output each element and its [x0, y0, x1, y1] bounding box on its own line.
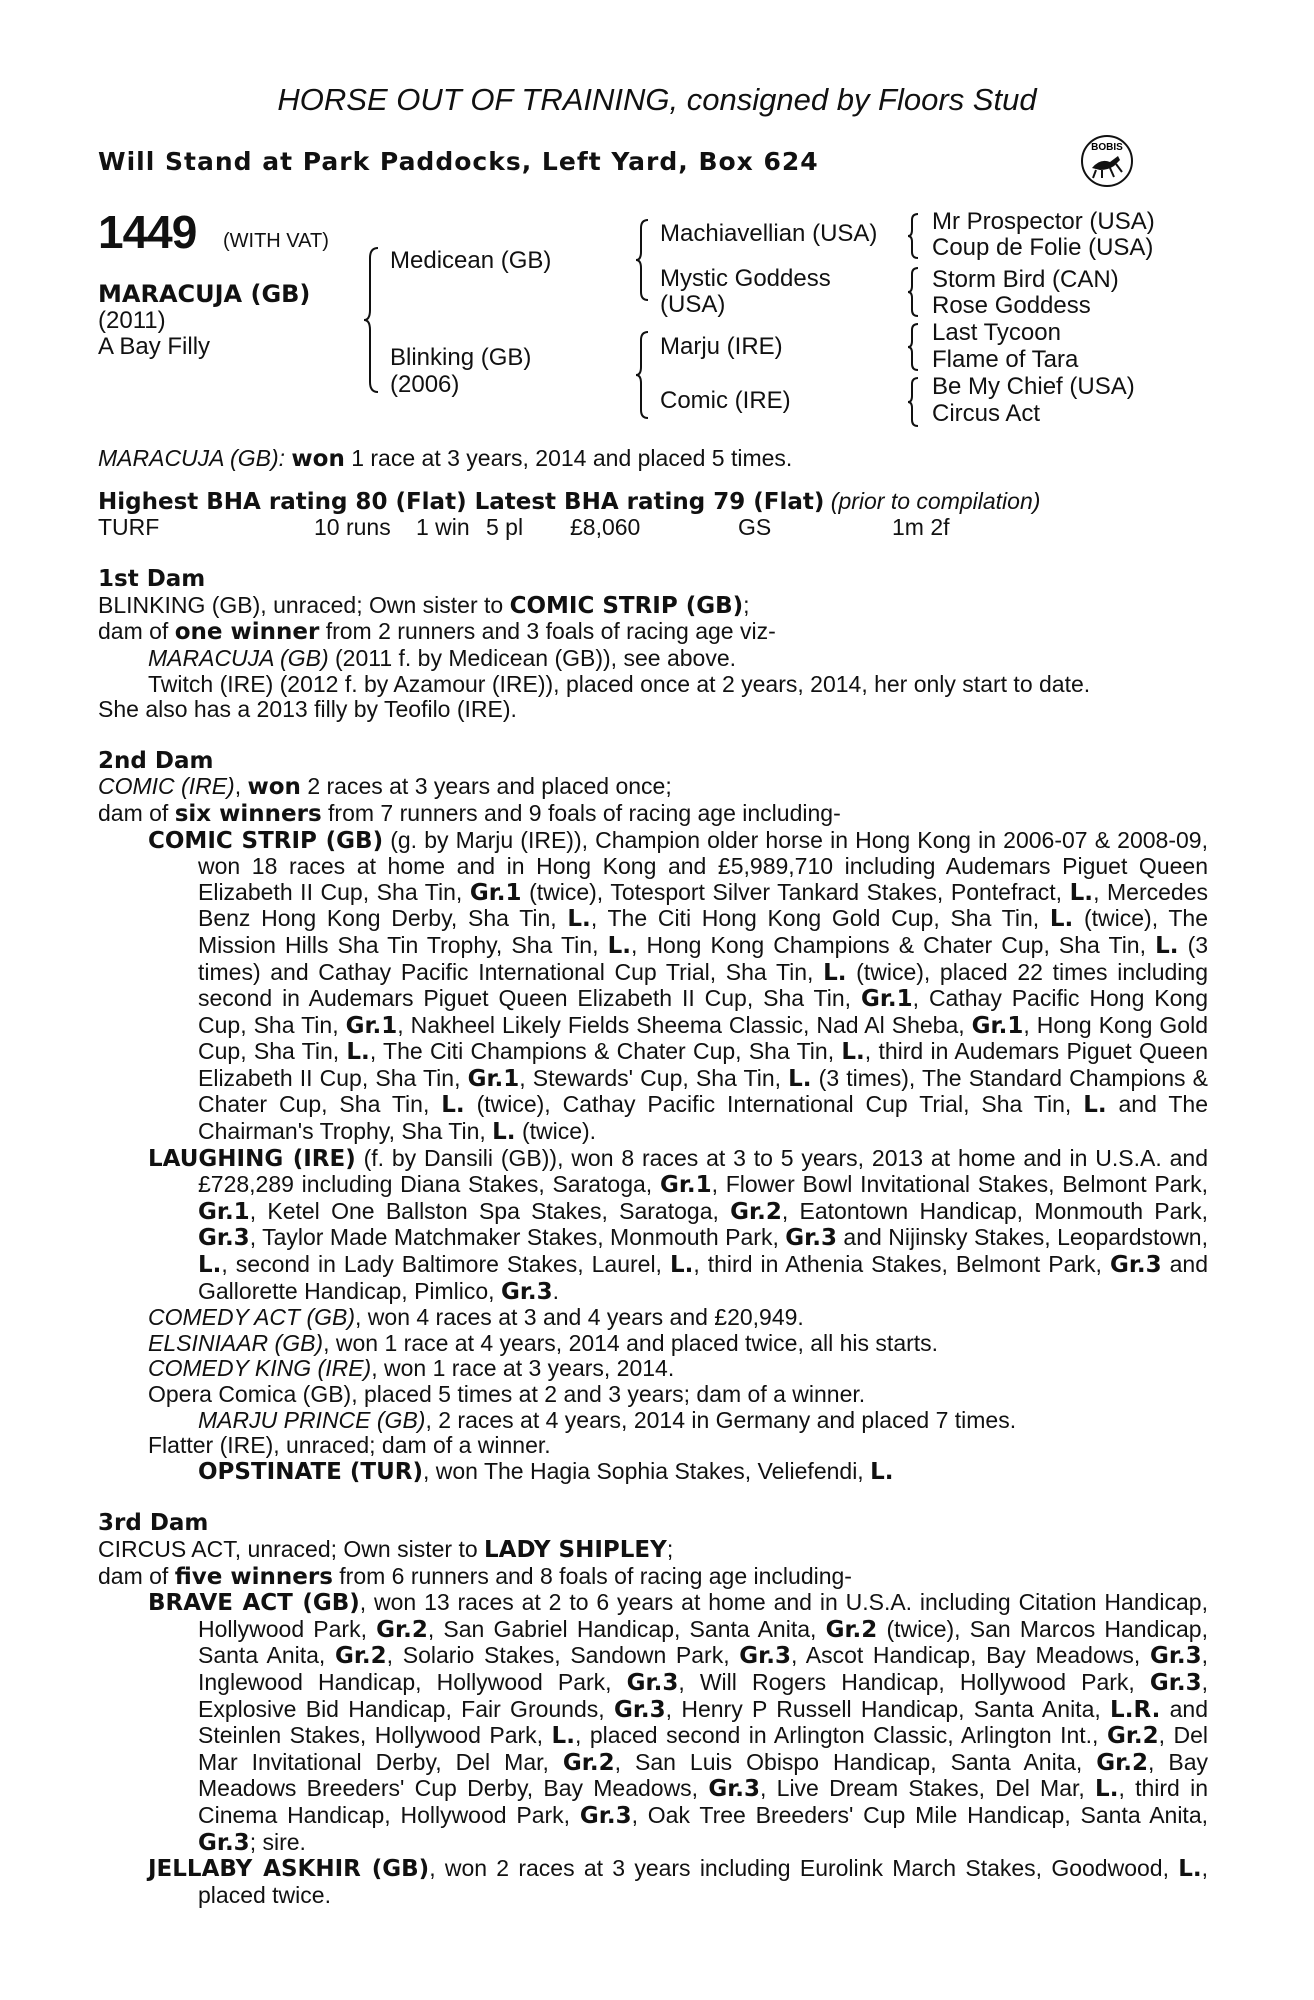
- progeny-elsiniaar: ELSINIAAR (GB), won 1 race at 4 years, 2014 and placed twice, all his starts.: [148, 1329, 939, 1356]
- third-dam-heading: 3rd Dam: [98, 1510, 209, 1537]
- third-dam-line: CIRCUS ACT, unraced; Own sister to LADY SHIPLEY;: [98, 1535, 674, 1563]
- horse-description: A Bay Filly: [98, 333, 211, 360]
- pedigree-bracket: [364, 246, 384, 394]
- vat-note: (WITH VAT): [223, 230, 329, 252]
- progeny-comedy-king: COMEDY KING (IRE), won 1 race at 3 years, 2014.: [148, 1355, 675, 1382]
- first-dam-heading: 1st Dam: [98, 566, 206, 593]
- second-dam-line: dam of six winners from 7 runners and 9 foals of racing age including-: [98, 799, 841, 827]
- progeny-comic-strip: COMIC STRIP (GB) (g. by Marju (IRE)), Champion older horse in Hong Kong in 2006-07 & 2008-09, won 18 races at home and in Hong Kong and £5,989,710 including Audemars Piguet Queen Elizabeth II Cup, Sha Tin, Gr.1 (twice), Totesport Silver Tankard Stakes, Pontefract, L., Mercedes Benz Hong Kong Derby, Sha Tin, L., The Citi Hong Kong Gold Cup, Sha Tin, L. (twice), The Mission Hills Sha Tin Trophy, Sha Tin, L., Hong Kong Champions & Chater Cup, Sha Tin, L. (3 times) and Cathay Pacific International Cup Trial, Sha Tin, L. (twice), placed 22 times including second in Audemars Piguet Queen Elizabeth II Cup, Sha Tin, Gr.1, Cathay Pacific Hong Kong Cup, Sha Tin, Gr.1, Nakheel Likely Fields Sheema Classic, Nad Al Sheba, Gr.1, Hong Kong Gold Cup, Sha Tin, L., The Citi Champions & Chater Cup, Sha Tin, L., third in Audemars Piguet Queen Elizabeth II Cup, Sha Tin, Gr.1, Stewards' Cup, Sha Tin, L. (3 times), The Standard Champions & Chater Cup, Sha Tin, L. (twice), Cathay Pacific International Cup Trial, Sha Tin, L. and The Chairman's Trophy, Sha Tin, L. (twice).: [148, 826, 1209, 1146]
- pedigree-g6: Flame of Tara: [932, 346, 1079, 373]
- horse-name: MARACUJA (GB): [98, 280, 311, 308]
- progeny-opstinate: OPSTINATE (TUR), won The Hagia Sophia Stakes, Veliefendi, L.: [198, 1457, 894, 1485]
- race-summary: MARACUJA (GB): won 1 race at 3 years, 2014 and placed 5 times.: [98, 445, 793, 472]
- pedigree-sire-dam: Mystic Goddess: [660, 265, 831, 292]
- pedigree-g7: Be My Chief (USA): [932, 373, 1135, 400]
- bobis-logo-icon: [1080, 134, 1134, 188]
- first-dam-line: dam of one winner from 2 runners and 3 foals of racing age viz-: [98, 618, 776, 646]
- pedigree-dam-sire: Marju (IRE): [660, 333, 783, 360]
- pedigree-dam-dam: Comic (IRE): [660, 387, 791, 414]
- pedigree-dam-year: (2006): [390, 371, 460, 398]
- page-title: HORSE OUT OF TRAINING, consigned by Floors Stud: [277, 82, 1037, 117]
- pedigree-bracket: [908, 322, 922, 372]
- progeny-brave-act: BRAVE ACT (GB), won 13 races at 2 to 6 years at home and in U.S.A. including Citation Handicap, Hollywood Park, Gr.2, San Gabriel Handicap, Santa Anita, Gr.2 (twice), San Marcos Handicap, Santa Anita, Gr.2, Solario Stakes, Sandown Park, Gr.3, Ascot Handicap, Bay Meadows, Gr.3, Inglewood Handicap, Hollywood Park, Gr.3, Will Rogers Handicap, Hollywood Park, Gr.3, Explosive Bid Handicap, Fair Grounds, Gr.3, Henry P Russell Handicap, Santa Anita, L.R. and Steinlen Stakes, Hollywood Park, L., placed second in Arlington Classic, Arlington Int., Gr.2, Del Mar Invitational Derby, Del Mar, Gr.2, San Luis Obispo Handicap, Santa Anita, Gr.2, Bay Meadows Breeders' Cup Derby, Bay Meadows, Gr.3, Live Dream Stakes, Del Mar, L., third in Cinema Handicap, Hollywood Park, Gr.3, Oak Tree Breeders' Cup Mile Handicap, Santa Anita, Gr.3; sire.: [148, 1589, 1209, 1856]
- pedigree-g4: Rose Goddess: [932, 292, 1091, 319]
- pedigree-g8: Circus Act: [932, 400, 1041, 427]
- pedigree-bracket: [908, 212, 922, 260]
- pedigree-bracket: [908, 376, 922, 428]
- progeny-flatter: Flatter (IRE), unraced; dam of a winner.: [148, 1432, 551, 1459]
- second-dam-line: COMIC (IRE), won 2 races at 3 years and placed once;: [98, 773, 672, 801]
- catalogue-body: [98, 446, 1208, 1908]
- progeny-marju-prince: MARJU PRINCE (GB), 2 races at 4 years, 2014 in Germany and placed 7 times.: [198, 1406, 1017, 1433]
- pedigree-dam: Blinking (GB): [390, 344, 532, 371]
- progeny-comedy-act: COMEDY ACT (GB), won 4 races at 3 and 4 years and £20,949.: [148, 1304, 804, 1331]
- progeny-jellaby-askhir: JELLABY ASKHIR (GB), won 2 races at 3 years including Eurolink March Stakes, Goodwood, L., placed twice.: [148, 1855, 1209, 1908]
- pedigree-bracket: [636, 330, 652, 420]
- stand-location: Will Stand at Park Paddocks, Left Yard, Box 624: [98, 147, 819, 176]
- turf-record: TURF 10 runs 1 win 5 pl £8,060 GS 1m 2f: [98, 514, 950, 541]
- pedigree-sire-sire: Machiavellian (USA): [660, 220, 878, 247]
- first-dam-line: BLINKING (GB), unraced; Own sister to COMIC STRIP (GB);: [98, 591, 750, 619]
- progeny-laughing: LAUGHING (IRE) (f. by Dansili (GB)), won 8 races at 3 to 5 years, 2013 at home and in U.S.A. and £728,289 including Diana Stakes, Saratoga, Gr.1, Flower Bowl Invitational Stakes, Belmont Park, Gr.1, Ketel One Ballston Spa Stakes, Saratoga, Gr.2, Eatontown Handicap, Monmouth Park, Gr.3, Taylor Made Matchmaker Stakes, Monmouth Park, Gr.3 and Nijinsky Stakes, Leopardstown, L., second in Lady Baltimore Stakes, Laurel, L., third in Athenia Stakes, Belmont Park, Gr.3 and Gallorette Handicap, Pimlico, Gr.3.: [148, 1144, 1209, 1305]
- pedigree-bracket: [908, 266, 922, 318]
- pedigree-g2: Coup de Folie (USA): [932, 234, 1154, 261]
- bha-rating: Highest BHA rating 80 (Flat) Latest BHA rating 79 (Flat) (prior to compilation): [98, 487, 1041, 515]
- pedigree-sire: Medicean (GB): [390, 247, 552, 274]
- second-dam-heading: 2nd Dam: [98, 747, 214, 774]
- progeny-opera-comica: Opera Comica (GB), placed 5 times at 2 and 3 years; dam of a winner.: [148, 1381, 866, 1407]
- pedigree-sire-dam-origin: (USA): [660, 291, 726, 318]
- third-dam-line: dam of five winners from 6 runners and 8 foals of racing age including-: [98, 1562, 852, 1590]
- pedigree-g1: Mr Prospector (USA): [932, 208, 1155, 235]
- pedigree-g5: Last Tycoon: [932, 319, 1061, 346]
- horse-year: (2011): [98, 307, 166, 334]
- lot-number: 1449: [98, 206, 197, 258]
- first-dam-note: She also has a 2013 filly by Teofilo (IRE).: [98, 696, 517, 723]
- pedigree-bracket: [636, 218, 652, 302]
- first-dam-progeny: MARACUJA (GB) (2011 f. by Medicean (GB)), see above.: [148, 644, 736, 671]
- first-dam-progeny: Twitch (IRE) (2012 f. by Azamour (IRE)), placed once at 2 years, 2014, her only start to date.: [148, 670, 1091, 697]
- logo-text: BOBIS: [1091, 142, 1123, 153]
- pedigree-g3: Storm Bird (CAN): [932, 266, 1119, 293]
